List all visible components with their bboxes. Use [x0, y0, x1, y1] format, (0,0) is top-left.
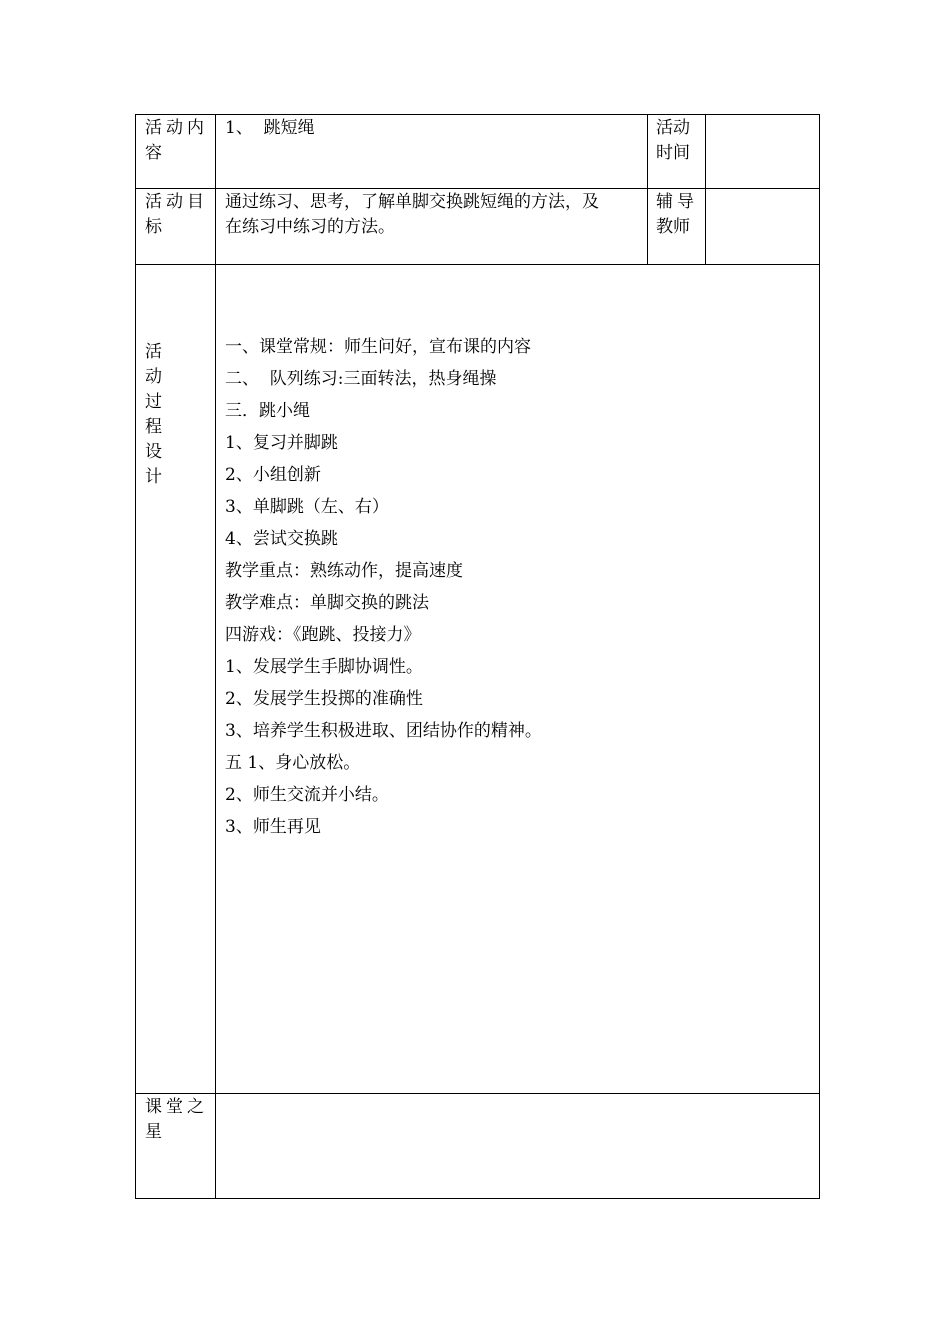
column-divider	[647, 114, 648, 265]
teacher-label: 辅导 教师	[656, 192, 698, 237]
table-border-top	[135, 114, 820, 115]
activity-goal-label: 活动目 标	[145, 192, 208, 237]
process-line: 1、复习并脚跳	[225, 433, 338, 453]
process-line: 3、师生再见	[225, 817, 321, 837]
process-line: 1、发展学生手脚协调性。	[225, 657, 423, 677]
process-line: 3、单脚跳（左、右）	[225, 497, 389, 517]
column-divider	[215, 114, 216, 1199]
row-divider	[135, 1093, 820, 1094]
activity-goal-value: 通过练习、思考，了解单脚交换跳短绳的方法，及 在练习中练习的方法。	[225, 192, 599, 237]
process-line: 四游戏：《跑跳、投接力》	[225, 625, 421, 645]
process-line: 教学重点：熟练动作，提高速度	[225, 561, 463, 581]
process-line: 二、 队列练习:三面转法，热身绳操	[225, 369, 497, 389]
process-line: 五 1、身心放松。	[225, 753, 361, 773]
table-border-right	[819, 114, 820, 1199]
process-line: 4、尝试交换跳	[225, 529, 338, 549]
process-line: 2、小组创新	[225, 465, 321, 485]
process-design-label: 活 动 过 程 设 计	[145, 342, 162, 487]
process-line: 2、师生交流并小结。	[225, 785, 389, 805]
process-line: 3、培养学生积极进取、团结协作的精神。	[225, 721, 542, 741]
row-divider	[135, 188, 820, 189]
activity-content-label: 活动内 容	[145, 118, 208, 163]
activity-content-value: 1、 跳短绳	[225, 118, 315, 138]
process-line: 一、课堂常规：师生问好，宣布课的内容	[225, 337, 531, 357]
table-border-bottom	[135, 1198, 820, 1199]
row-divider	[135, 264, 820, 265]
process-line: 三．跳小绳	[225, 401, 310, 421]
column-divider	[705, 114, 706, 265]
activity-time-label: 活动 时间	[656, 118, 690, 163]
class-star-label: 课堂之 星	[145, 1097, 208, 1142]
process-design-content	[225, 334, 542, 846]
process-line: 2、发展学生投掷的准确性	[225, 689, 423, 709]
process-line: 教学难点：单脚交换的跳法	[225, 593, 429, 613]
table-border-left	[135, 114, 136, 1199]
